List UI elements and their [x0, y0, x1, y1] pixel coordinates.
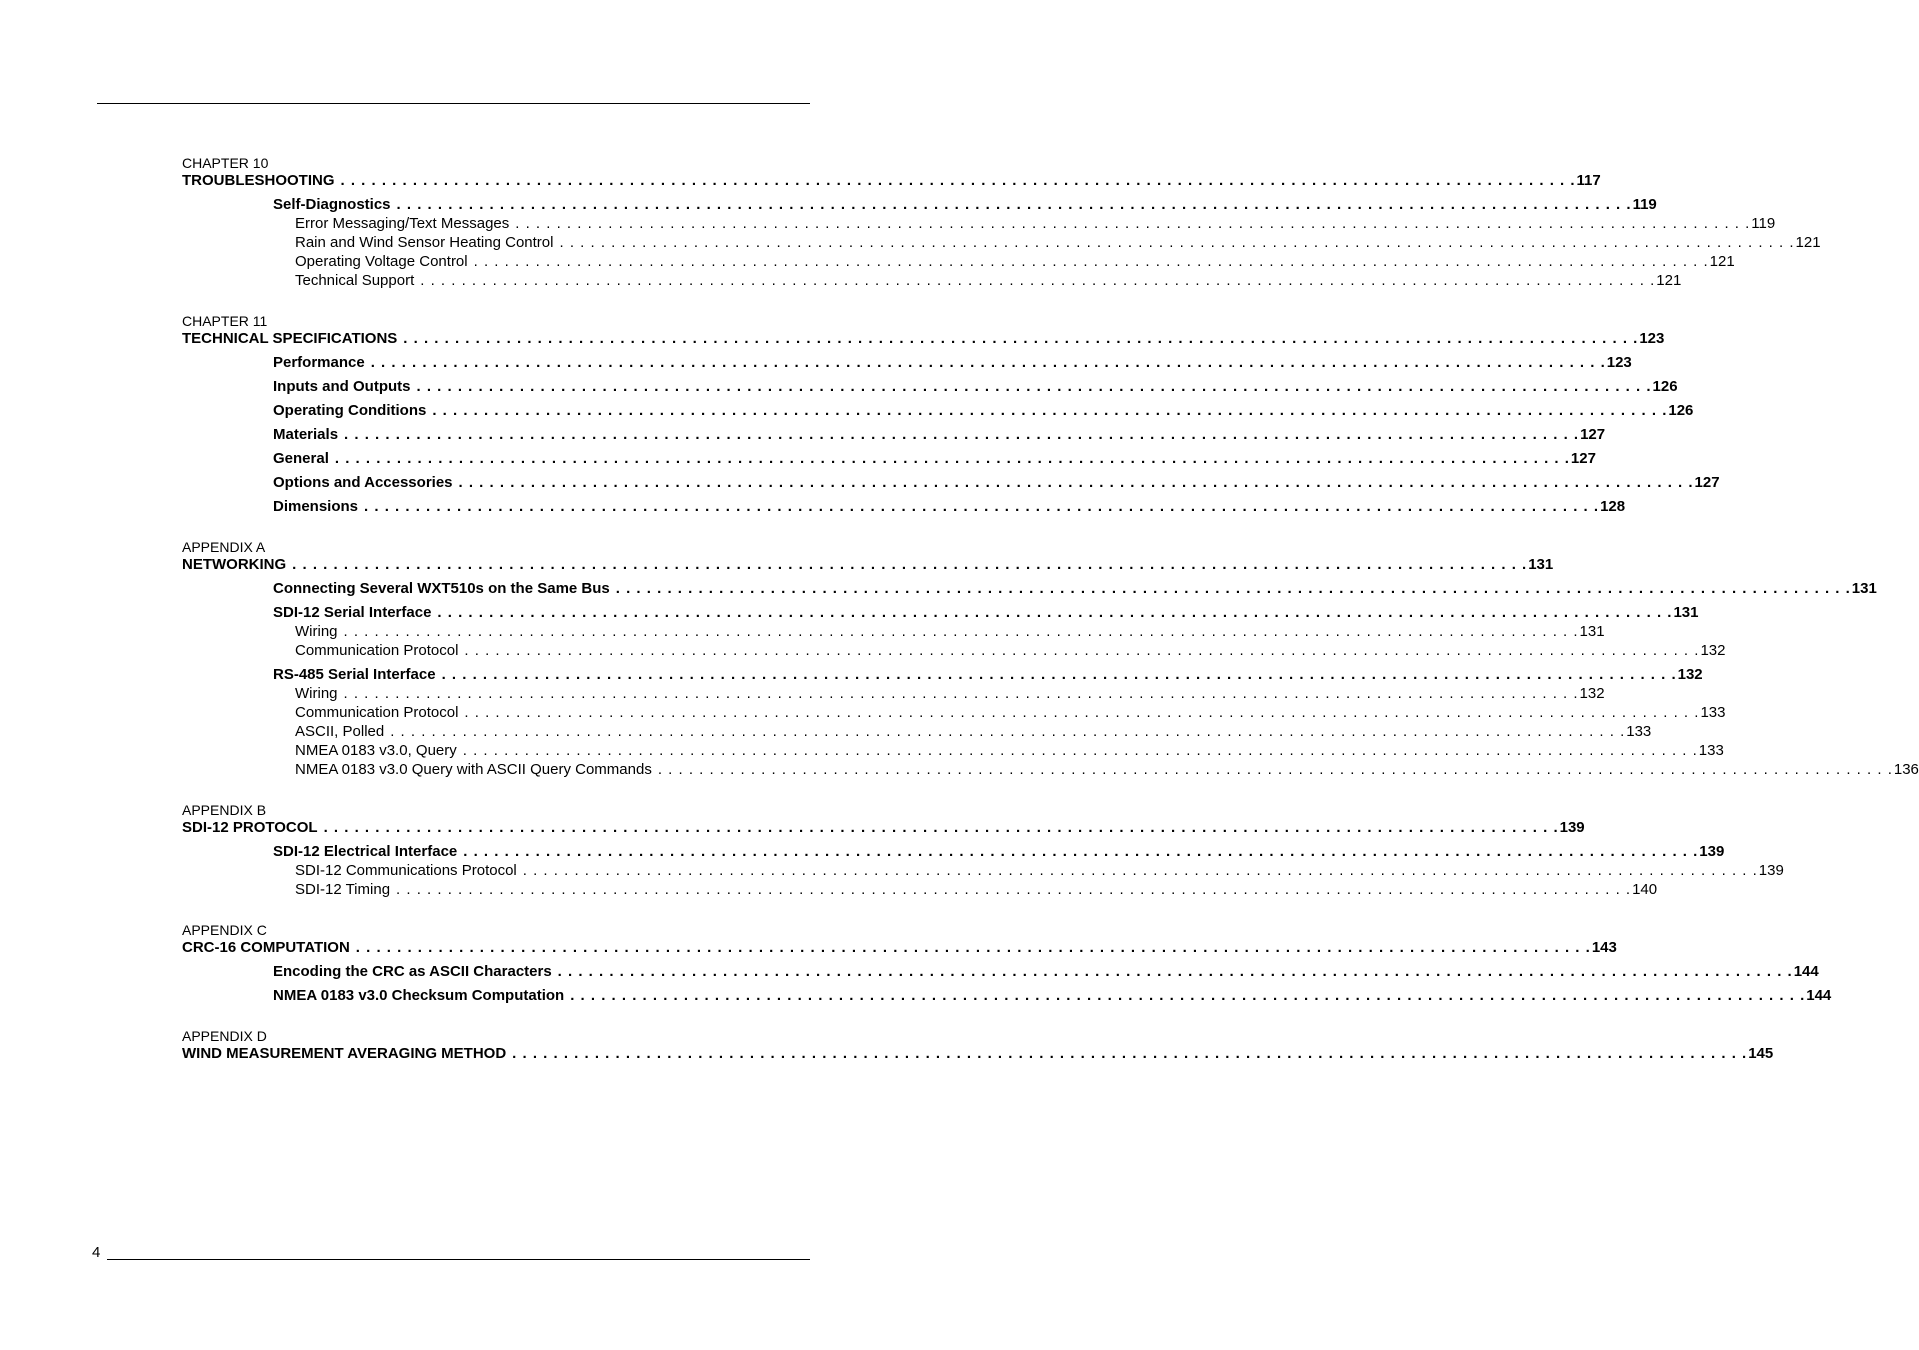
- toc-section: [182, 1028, 1774, 1063]
- toc-entry-page: 145: [1748, 1045, 1774, 1062]
- dot-leader: . . . . . . . . . . . . . . . . . . . . . . . . . . . . . . . . . . . . . . . . . . . . . . . . . . . . . . . . . . . . . . . . . . . . . . . . . . . . . . . . . . . . . . . . . . . . . . . . . . . . . . . . . . . . . . . . . . . . . . . .: [416, 378, 1652, 395]
- dot-leader: . . . . . . . . . . . . . . . . . . . . . . . . . . . . . . . . . . . . . . . . . . . . . . . . . . . . . . . . . . . . . . . . . . . . . . . . . . . . . . . . . . . . . . . . . . . . . . . . . . . . . . . . . . . . . . . . . . . . . . . .: [473, 253, 1709, 270]
- page-number: 4: [92, 1244, 101, 1261]
- dot-leader: . . . . . . . . . . . . . . . . . . . . . . . . . . . . . . . . . . . . . . . . . . . . . . . . . . . . . . . . . . . . . . . . . . . . . . . . . . . . . . . . . . . . . . . . . . . . . . . . . . . . . . . . . . . . . . . . . . . . . . . .: [390, 723, 1626, 740]
- section-label: APPENDIX A: [182, 539, 266, 555]
- toc-entry-page: 132: [1677, 666, 1703, 683]
- toc-entry-title: General: [273, 450, 329, 467]
- toc-entry-page: 117: [1576, 172, 1601, 189]
- toc-item-entry[interactable]: [295, 623, 1605, 641]
- toc-entry-title: Performance: [273, 354, 365, 371]
- dot-leader: . . . . . . . . . . . . . . . . . . . . . . . . . . . . . . . . . . . . . . . . . . . . . . . . . . . . . . . . . . . . . . . . . . . . . . . . . . . . . . . . . . . . . . . . . . . . . . . . . . . . . . . . . . . . . . . . . . . . . . . .: [464, 642, 1700, 659]
- toc-subsection-entry[interactable]: [273, 354, 1632, 372]
- toc-subsection-entry[interactable]: [273, 666, 1703, 684]
- dot-leader: . . . . . . . . . . . . . . . . . . . . . . . . . . . . . . . . . . . . . . . . . . . . . . . . . . . . . . . . . . . . . . . . . . . . . . . . . . . . . . . . . . . . . . . . . . . . . . . . . . . . . . . . . . . . . . . . . . . . . . . .: [437, 604, 1673, 621]
- footer-rule: [107, 1259, 810, 1260]
- dot-leader: . . . . . . . . . . . . . . . . . . . . . . . . . . . . . . . . . . . . . . . . . . . . . . . . . . . . . . . . . . . . . . . . . . . . . . . . . . . . . . . . . . . . . . . . . . . . . . . . . . . . . . . . . . . . . . . . . . . . . . . .: [441, 666, 1677, 683]
- toc-entry-title: SDI-12 Timing: [295, 881, 391, 898]
- toc-entry-page: 123: [1639, 330, 1665, 347]
- toc-entry-title: Inputs and Outputs: [273, 378, 411, 395]
- toc-item-entry[interactable]: [295, 704, 1726, 722]
- toc-entry-title: NMEA 0183 v3.0, Query: [295, 742, 457, 759]
- dot-leader: . . . . . . . . . . . . . . . . . . . . . . . . . . . . . . . . . . . . . . . . . . . . . . . . . . . . . . . . . . . . . . . . . . . . . . . . . . . . . . . . . . . . . . . . . . . . . . . . . . . . . . . . . . . . . . . . . . . . . . . .: [355, 939, 1591, 956]
- toc-chapter-entry[interactable]: [182, 172, 1601, 190]
- toc-entry-page: 136: [1893, 761, 1919, 778]
- section-label: APPENDIX D: [182, 1028, 267, 1044]
- toc-entry-title: Options and Accessories: [273, 474, 453, 491]
- toc-entry-page: 139: [1758, 862, 1784, 879]
- toc-entry-title: SDI-12 Serial Interface: [273, 604, 432, 621]
- dot-leader: . . . . . . . . . . . . . . . . . . . . . . . . . . . . . . . . . . . . . . . . . . . . . . . . . . . . . . . . . . . . . . . . . . . . . . . . . . . . . . . . . . . . . . . . . . . . . . . . . . . . . . . . . . . . . . . . . . . . . . . .: [323, 819, 1559, 836]
- toc-entry-title: Operating Voltage Control: [295, 253, 468, 270]
- dot-leader: . . . . . . . . . . . . . . . . . . . . . . . . . . . . . . . . . . . . . . . . . . . . . . . . . . . . . . . . . . . . . . . . . . . . . . . . . . . . . . . . . . . . . . . . . . . . . . . . . . . . . . . . . . . . . . . . . . . . . . . .: [334, 450, 1570, 467]
- toc-chapter-entry[interactable]: [182, 556, 1554, 574]
- toc-entry-page: 132: [1579, 685, 1605, 702]
- header-rule: [97, 103, 810, 104]
- toc-entry-title: SDI-12 Electrical Interface: [273, 843, 458, 860]
- section-label: CHAPTER 10: [182, 155, 269, 171]
- toc-entry-title: ASCII, Polled: [295, 723, 385, 740]
- toc-entry-page: 131: [1528, 556, 1554, 573]
- page-footer: [92, 1244, 810, 1264]
- toc-chapter-entry[interactable]: [182, 939, 1617, 957]
- toc-item-entry[interactable]: [295, 761, 1919, 779]
- dot-leader: . . . . . . . . . . . . . . . . . . . . . . . . . . . . . . . . . . . . . . . . . . . . . . . . . . . . . . . . . . . . . . . . . . . . . . . . . . . . . . . . . . . . . . . . . . . . . . . . . . . . . . . . . . . . . . . . . . . . . . . .: [343, 623, 1579, 640]
- dot-leader: . . . . . . . . . . . . . . . . . . . . . . . . . . . . . . . . . . . . . . . . . . . . . . . . . . . . . . . . . . . . . . . . . . . . . . . . . . . . . . . . . . . . . . . . . . . . . . . . . . . . . . . . . . . . . . . . . . . . . . . .: [370, 354, 1606, 371]
- toc-entry-page: 119: [1751, 215, 1776, 232]
- dot-leader: . . . . . . . . . . . . . . . . . . . . . . . . . . . . . . . . . . . . . . . . . . . . . . . . . . . . . . . . . . . . . . . . . . . . . . . . . . . . . . . . . . . . . . . . . . . . . . . . . . . . . . . . . . . . . . . . . . . . . . . .: [396, 196, 1632, 213]
- toc-entry-title: TROUBLESHOOTING: [182, 172, 335, 189]
- dot-leader: . . . . . . . . . . . . . . . . . . . . . . . . . . . . . . . . . . . . . . . . . . . . . . . . . . . . . . . . . . . . . . . . . . . . . . . . . . . . . . . . . . . . . . . . . . . . . . . . . . . . . . . . . . . . . . . . . . . . . . . .: [559, 234, 1795, 251]
- toc-entry-title: Wiring: [295, 685, 338, 702]
- toc-section: [182, 922, 1832, 1005]
- toc-entry-page: 121: [1795, 234, 1821, 251]
- toc-subsection-entry[interactable]: [273, 987, 1832, 1005]
- toc-subsection-entry[interactable]: [273, 196, 1657, 214]
- toc-entry-page: 132: [1700, 642, 1726, 659]
- dot-leader: . . . . . . . . . . . . . . . . . . . . . . . . . . . . . . . . . . . . . . . . . . . . . . . . . . . . . . . . . . . . . . . . . . . . . . . . . . . . . . . . . . . . . . . . . . . . . . . . . . . . . . . . . . . . . . . . . . . . . . . .: [515, 215, 1751, 232]
- dot-leader: . . . . . . . . . . . . . . . . . . . . . . . . . . . . . . . . . . . . . . . . . . . . . . . . . . . . . . . . . . . . . . . . . . . . . . . . . . . . . . . . . . . . . . . . . . . . . . . . . . . . . . . . . . . . . . . . . . . . . . . .: [292, 556, 1528, 573]
- toc-subsection-entry[interactable]: [273, 604, 1699, 622]
- toc-entry-title: Technical Support: [295, 272, 415, 289]
- toc-entry-page: 121: [1656, 272, 1682, 289]
- dot-leader: . . . . . . . . . . . . . . . . . . . . . . . . . . . . . . . . . . . . . . . . . . . . . . . . . . . . . . . . . . . . . . . . . . . . . . . . . . . . . . . . . . . . . . . . . . . . . . . . . . . . . . . . . . . . . . . . . . . . . . . .: [364, 498, 1600, 515]
- dot-leader: . . . . . . . . . . . . . . . . . . . . . . . . . . . . . . . . . . . . . . . . . . . . . . . . . . . . . . . . . . . . . . . . . . . . . . . . . . . . . . . . . . . . . . . . . . . . . . . . . . . . . . . . . . . . . . . . . . . . . . . .: [403, 330, 1639, 347]
- toc-item-entry[interactable]: [295, 272, 1682, 290]
- toc-entry-page: 144: [1806, 987, 1832, 1004]
- toc-entry-page: 121: [1709, 253, 1735, 270]
- toc-entry-page: 127: [1694, 474, 1720, 491]
- toc-entry-title: Error Messaging/Text Messages: [295, 215, 510, 232]
- toc-subsection-entry[interactable]: [273, 843, 1725, 861]
- toc-item-entry[interactable]: [295, 642, 1726, 660]
- dot-leader: . . . . . . . . . . . . . . . . . . . . . . . . . . . . . . . . . . . . . . . . . . . . . . . . . . . . . . . . . . . . . . . . . . . . . . . . . . . . . . . . . . . . . . . . . . . . . . . . . . . . . . . . . . . . . . . . . . . . . . . .: [657, 761, 1893, 778]
- dot-leader: . . . . . . . . . . . . . . . . . . . . . . . . . . . . . . . . . . . . . . . . . . . . . . . . . . . . . . . . . . . . . . . . . . . . . . . . . . . . . . . . . . . . . . . . . . . . . . . . . . . . . . . . . . . . . . . . . . . . . . . .: [340, 172, 1576, 189]
- toc-entry-page: 133: [1698, 742, 1724, 759]
- toc-entry-title: NMEA 0183 v3.0 Checksum Computation: [273, 987, 565, 1004]
- toc-item-entry[interactable]: [295, 881, 1658, 899]
- toc-entry-page: 127: [1570, 450, 1596, 467]
- toc-item-entry[interactable]: [295, 215, 1776, 233]
- dot-leader: . . . . . . . . . . . . . . . . . . . . . . . . . . . . . . . . . . . . . . . . . . . . . . . . . . . . . . . . . . . . . . . . . . . . . . . . . . . . . . . . . . . . . . . . . . . . . . . . . . . . . . . . . . . . . . . . . . . . . . . .: [458, 474, 1694, 491]
- toc-entry-title: SDI-12 Communications Protocol: [295, 862, 517, 879]
- toc-entry-page: 126: [1652, 378, 1678, 395]
- section-label: APPENDIX B: [182, 802, 267, 818]
- toc-entry-page: 133: [1626, 723, 1652, 740]
- toc-subsection-entry[interactable]: [273, 450, 1596, 468]
- toc-entry-title: Operating Conditions: [273, 402, 427, 419]
- toc-entry-page: 131: [1673, 604, 1699, 621]
- dot-leader: . . . . . . . . . . . . . . . . . . . . . . . . . . . . . . . . . . . . . . . . . . . . . . . . . . . . . . . . . . . . . . . . . . . . . . . . . . . . . . . . . . . . . . . . . . . . . . . . . . . . . . . . . . . . . . . . . . . . . . . .: [522, 862, 1758, 879]
- toc-entry-title: TECHNICAL SPECIFICATIONS: [182, 330, 398, 347]
- toc-subsection-entry[interactable]: [273, 402, 1694, 420]
- toc-item-entry[interactable]: [295, 862, 1784, 880]
- dot-leader: . . . . . . . . . . . . . . . . . . . . . . . . . . . . . . . . . . . . . . . . . . . . . . . . . . . . . . . . . . . . . . . . . . . . . . . . . . . . . . . . . . . . . . . . . . . . . . . . . . . . . . . . . . . . . . . . . . . . . . . .: [570, 987, 1806, 1004]
- dot-leader: . . . . . . . . . . . . . . . . . . . . . . . . . . . . . . . . . . . . . . . . . . . . . . . . . . . . . . . . . . . . . . . . . . . . . . . . . . . . . . . . . . . . . . . . . . . . . . . . . . . . . . . . . . . . . . . . . . . . . . . .: [464, 704, 1700, 721]
- toc-item-entry[interactable]: [295, 234, 1821, 252]
- toc-entry-title: Communication Protocol: [295, 704, 459, 721]
- table-of-contents: [182, 155, 1919, 1086]
- dot-leader: . . . . . . . . . . . . . . . . . . . . . . . . . . . . . . . . . . . . . . . . . . . . . . . . . . . . . . . . . . . . . . . . . . . . . . . . . . . . . . . . . . . . . . . . . . . . . . . . . . . . . . . . . . . . . . . . . . . . . . . .: [396, 881, 1632, 898]
- toc-subsection-entry[interactable]: [273, 963, 1819, 981]
- toc-entry-title: Connecting Several WXT510s on the Same Bus: [273, 580, 610, 597]
- toc-section: [182, 155, 1821, 290]
- toc-entry-title: NETWORKING: [182, 556, 287, 573]
- dot-leader: . . . . . . . . . . . . . . . . . . . . . . . . . . . . . . . . . . . . . . . . . . . . . . . . . . . . . . . . . . . . . . . . . . . . . . . . . . . . . . . . . . . . . . . . . . . . . . . . . . . . . . . . . . . . . . . . . . . . . . . .: [557, 963, 1793, 980]
- toc-entry-page: 139: [1559, 819, 1585, 836]
- toc-item-entry[interactable]: [295, 253, 1735, 271]
- toc-item-entry[interactable]: [295, 723, 1652, 741]
- toc-entry-page: 133: [1700, 704, 1726, 721]
- dot-leader: . . . . . . . . . . . . . . . . . . . . . . . . . . . . . . . . . . . . . . . . . . . . . . . . . . . . . . . . . . . . . . . . . . . . . . . . . . . . . . . . . . . . . . . . . . . . . . . . . . . . . . . . . . . . . . . . . . . . . . . .: [344, 426, 1580, 443]
- toc-entry-page: 139: [1699, 843, 1725, 860]
- toc-entry-title: Wiring: [295, 623, 338, 640]
- dot-leader: . . . . . . . . . . . . . . . . . . . . . . . . . . . . . . . . . . . . . . . . . . . . . . . . . . . . . . . . . . . . . . . . . . . . . . . . . . . . . . . . . . . . . . . . . . . . . . . . . . . . . . . . . . . . . . . . . . . . . . . .: [343, 685, 1579, 702]
- toc-chapter-entry[interactable]: [182, 819, 1585, 837]
- toc-section: [182, 802, 1784, 899]
- toc-entry-title: Materials: [273, 426, 339, 443]
- section-label: CHAPTER 11: [182, 313, 268, 329]
- toc-entry-page: 131: [1851, 580, 1877, 597]
- toc-subsection-entry[interactable]: [273, 426, 1606, 444]
- toc-entry-title: RS-485 Serial Interface: [273, 666, 436, 683]
- dot-leader: . . . . . . . . . . . . . . . . . . . . . . . . . . . . . . . . . . . . . . . . . . . . . . . . . . . . . . . . . . . . . . . . . . . . . . . . . . . . . . . . . . . . . . . . . . . . . . . . . . . . . . . . . . . . . . . . . . . . . . . .: [512, 1045, 1748, 1062]
- toc-item-entry[interactable]: [295, 685, 1605, 703]
- dot-leader: . . . . . . . . . . . . . . . . . . . . . . . . . . . . . . . . . . . . . . . . . . . . . . . . . . . . . . . . . . . . . . . . . . . . . . . . . . . . . . . . . . . . . . . . . . . . . . . . . . . . . . . . . . . . . . . . . . . . . . . .: [420, 272, 1656, 289]
- dot-leader: . . . . . . . . . . . . . . . . . . . . . . . . . . . . . . . . . . . . . . . . . . . . . . . . . . . . . . . . . . . . . . . . . . . . . . . . . . . . . . . . . . . . . . . . . . . . . . . . . . . . . . . . . . . . . . . . . . . . . . . .: [462, 742, 1698, 759]
- toc-entry-page: 140: [1632, 881, 1658, 898]
- toc-entry-title: WIND MEASUREMENT AVERAGING METHOD: [182, 1045, 507, 1062]
- toc-entry-page: 143: [1591, 939, 1617, 956]
- toc-entry-page: 144: [1793, 963, 1819, 980]
- toc-entry-title: SDI-12 PROTOCOL: [182, 819, 318, 836]
- toc-entry-page: 123: [1606, 354, 1632, 371]
- section-label: APPENDIX C: [182, 922, 267, 938]
- toc-entry-page: 131: [1579, 623, 1605, 640]
- dot-leader: . . . . . . . . . . . . . . . . . . . . . . . . . . . . . . . . . . . . . . . . . . . . . . . . . . . . . . . . . . . . . . . . . . . . . . . . . . . . . . . . . . . . . . . . . . . . . . . . . . . . . . . . . . . . . . . . . . . . . . . .: [463, 843, 1699, 860]
- toc-section: [182, 539, 1919, 779]
- toc-entry-title: Rain and Wind Sensor Heating Control: [295, 234, 554, 251]
- toc-entry-title: NMEA 0183 v3.0 Query with ASCII Query Commands: [295, 761, 652, 778]
- toc-item-entry[interactable]: [295, 742, 1724, 760]
- toc-entry-page: 127: [1580, 426, 1606, 443]
- toc-entry-title: CRC-16 COMPUTATION: [182, 939, 350, 956]
- toc-entry-title: Self-Diagnostics: [273, 196, 391, 213]
- toc-entry-title: Dimensions: [273, 498, 359, 515]
- toc-chapter-entry[interactable]: [182, 330, 1665, 348]
- toc-entry-page: 119: [1632, 196, 1657, 213]
- dot-leader: . . . . . . . . . . . . . . . . . . . . . . . . . . . . . . . . . . . . . . . . . . . . . . . . . . . . . . . . . . . . . . . . . . . . . . . . . . . . . . . . . . . . . . . . . . . . . . . . . . . . . . . . . . . . . . . . . . . . . . . .: [615, 580, 1851, 597]
- toc-entry-page: 126: [1668, 402, 1694, 419]
- toc-subsection-entry[interactable]: [273, 580, 1877, 598]
- toc-subsection-entry[interactable]: [273, 498, 1626, 516]
- toc-entry-page: 128: [1600, 498, 1626, 515]
- dot-leader: . . . . . . . . . . . . . . . . . . . . . . . . . . . . . . . . . . . . . . . . . . . . . . . . . . . . . . . . . . . . . . . . . . . . . . . . . . . . . . . . . . . . . . . . . . . . . . . . . . . . . . . . . . . . . . . . . . . . . . . .: [432, 402, 1668, 419]
- toc-subsection-entry[interactable]: [273, 378, 1678, 396]
- toc-section: [182, 313, 1720, 516]
- toc-chapter-entry[interactable]: [182, 1045, 1774, 1063]
- toc-subsection-entry[interactable]: [273, 474, 1720, 492]
- toc-entry-title: Encoding the CRC as ASCII Characters: [273, 963, 552, 980]
- toc-entry-title: Communication Protocol: [295, 642, 459, 659]
